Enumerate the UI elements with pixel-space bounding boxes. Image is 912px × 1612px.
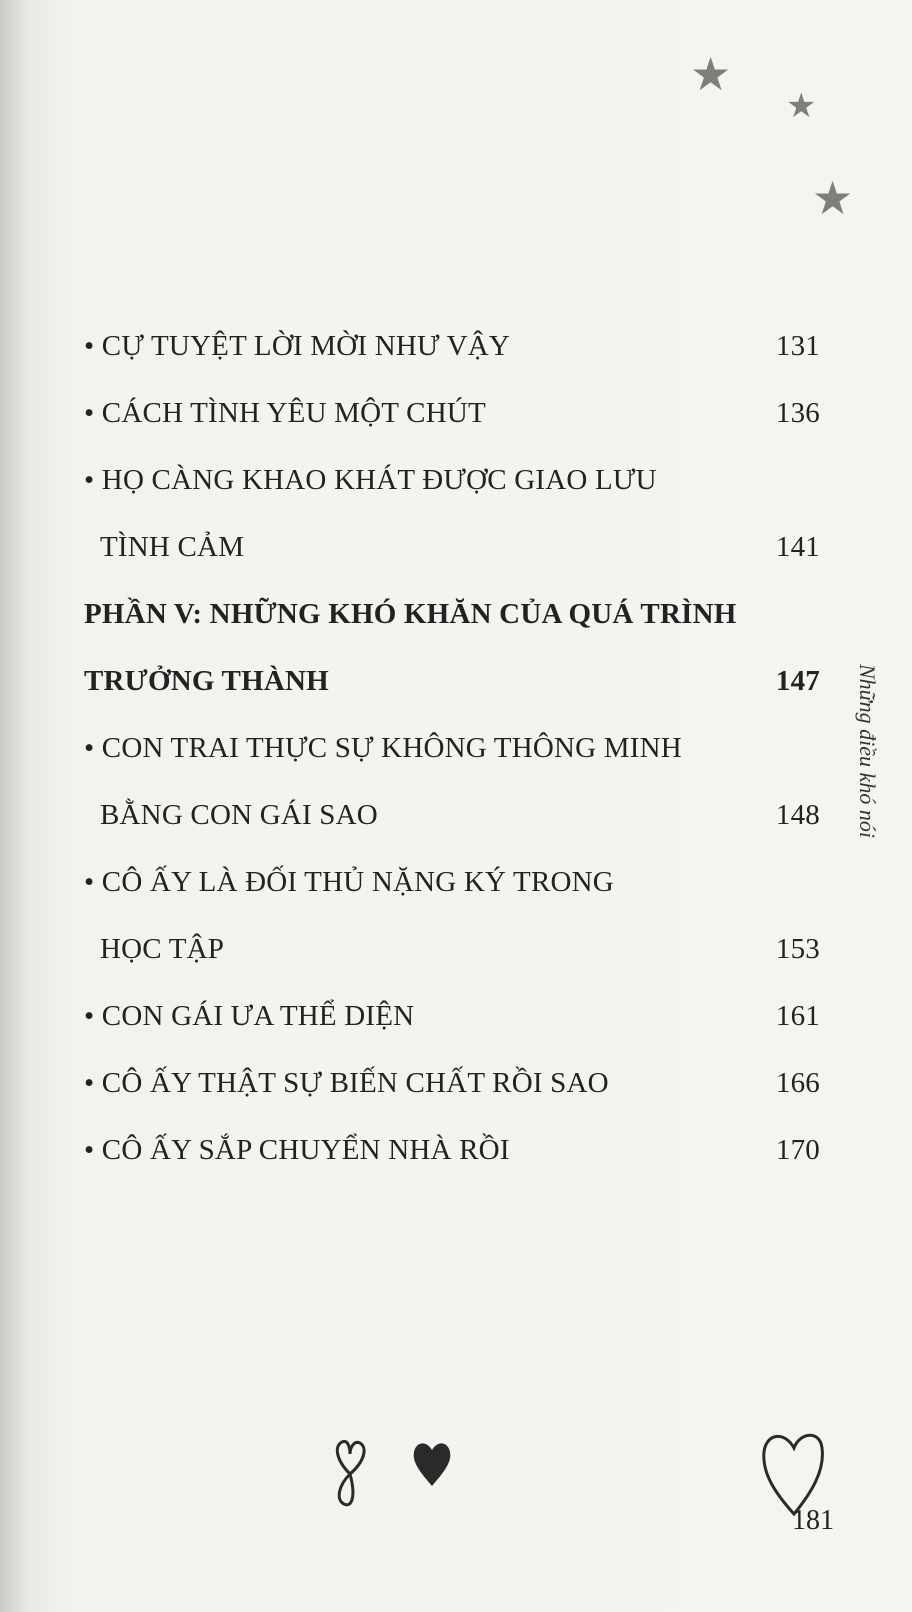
toc-entry-page: 136	[775, 397, 820, 429]
toc-entry	[84, 799, 820, 839]
toc-entry-title: TRƯỞNG THÀNH	[84, 665, 329, 697]
toc-entry-page: 161	[775, 1000, 820, 1032]
toc-entry-title: • CÔ ẤY SẮP CHUYỂN NHÀ RỒI	[84, 1134, 510, 1166]
toc-entry-title: • HỌ CÀNG KHAO KHÁT ĐƯỢC GIAO LƯU	[84, 464, 657, 496]
toc-entry-title: TÌNH CẢM	[100, 531, 245, 563]
heart-outline-icon	[330, 1438, 370, 1510]
toc-entry-title: • CÔ ẤY LÀ ĐỐI THỦ NẶNG KÝ TRONG	[84, 866, 614, 898]
toc-entry	[84, 464, 820, 504]
toc-entry-title: • CỰ TUYỆT LỜI MỜI NHƯ VẬY	[84, 330, 511, 362]
toc-entry	[84, 1134, 820, 1174]
toc-entry	[84, 732, 820, 772]
toc-entry-page: 170	[775, 1134, 820, 1166]
page-number: 181	[792, 1505, 834, 1536]
toc-entry	[84, 1000, 820, 1040]
toc-entry-page: 131	[775, 330, 820, 362]
toc-entry-title: • CÁCH TÌNH YÊU MỘT CHÚT	[84, 397, 486, 429]
toc-entry-page: 141	[775, 531, 820, 563]
star-icon: ★	[812, 173, 854, 224]
toc-entry	[84, 330, 820, 370]
heart-filled-icon	[410, 1438, 454, 1488]
toc-entry-page: 166	[775, 1067, 820, 1099]
toc-entry-title: • CÔ ẤY THẬT SỰ BIẾN CHẤT RỒI SAO	[84, 1067, 609, 1099]
book-title: Những điều khó nói	[855, 664, 880, 838]
toc-entry-title: BẰNG CON GÁI SAO	[100, 799, 378, 831]
toc-entry-page: 153	[775, 933, 820, 965]
toc-entry-title: • CON GÁI ƯA THỂ DIỆN	[84, 1000, 415, 1032]
toc-entry-title: PHẦN V: NHỮNG KHÓ KHĂN CỦA QUÁ TRÌNH	[84, 598, 737, 630]
toc-entry	[84, 665, 820, 705]
toc-entry	[84, 866, 820, 906]
toc-entry-page: 147	[775, 665, 820, 697]
toc-entry	[84, 598, 820, 638]
toc-entry-title: HỌC TẬP	[100, 933, 225, 965]
toc-entry	[84, 933, 820, 973]
star-icon: ★	[786, 88, 817, 125]
toc-entry-page: 148	[775, 799, 820, 831]
toc-entry	[84, 531, 820, 571]
star-icon: ★	[690, 49, 732, 100]
toc-entry	[84, 1067, 820, 1107]
toc-entry-title: • CON TRAI THỰC SỰ KHÔNG THÔNG MINH	[84, 732, 682, 764]
toc-entry	[84, 397, 820, 437]
